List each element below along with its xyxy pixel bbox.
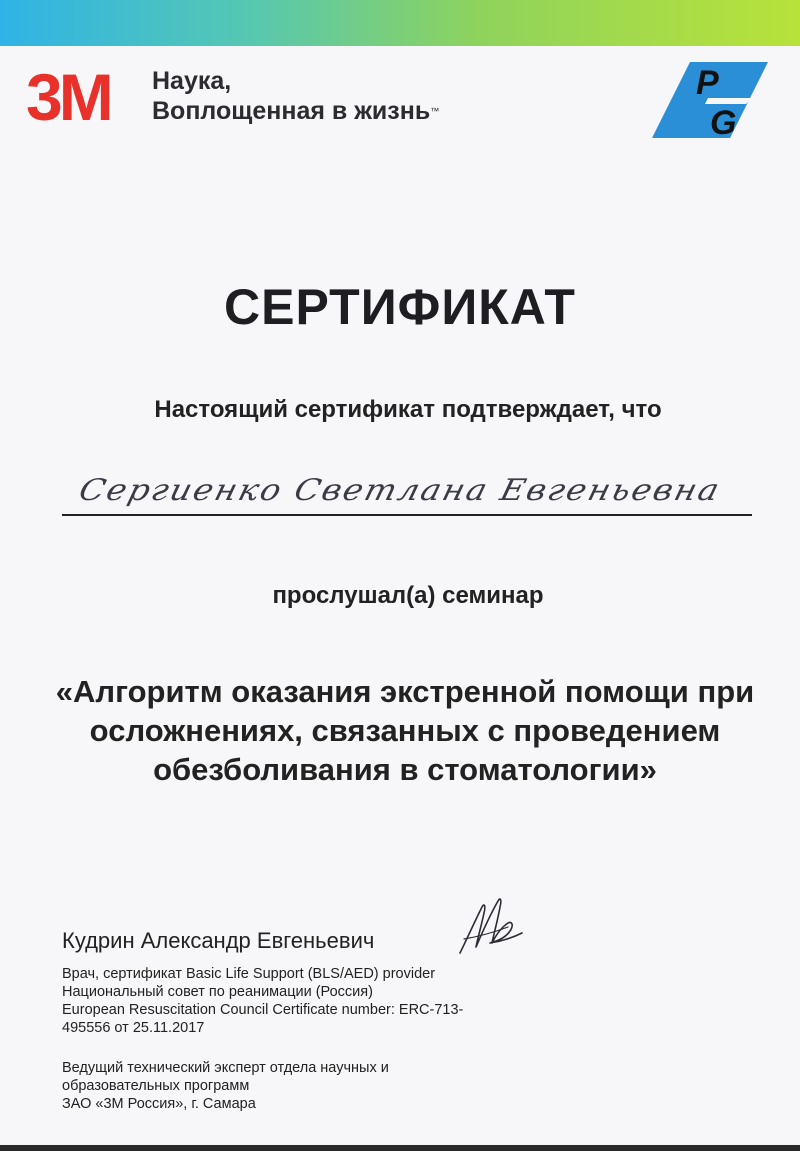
trademark-mark: ™ <box>430 106 440 116</box>
recipient-name: Сергиенко Светлана Евгеньевна <box>75 471 725 508</box>
signer-credentials <box>62 965 502 1037</box>
confirms-text: Настоящий сертификат подтверждает, что <box>154 396 662 423</box>
position-line: ЗАО «3М Россия», г. Самара <box>62 1096 256 1112</box>
seminar-title-line: обезболивания в стоматологии» <box>153 752 657 787</box>
position-line: Ведущий технический эксперт отдела научных и <box>62 1060 389 1076</box>
signer-position <box>62 1059 482 1113</box>
3m-logo <box>26 66 136 124</box>
credentials-line: 495556 от 25.11.2017 <box>62 1020 205 1036</box>
attended-seminar-text: прослушал(а) семинар <box>272 582 544 609</box>
seminar-title-line: осложнениях, связанных с проведением <box>89 713 721 748</box>
signer-name: Кудрин Александр Евгеньевич <box>62 928 375 953</box>
certificate-title: СЕРТИФИКАТ <box>224 279 576 335</box>
tagline-line-1: Наука, <box>152 67 232 95</box>
svg-text:3M: 3M <box>26 66 110 124</box>
pg-partner-logo <box>652 62 768 138</box>
seminar-title <box>40 672 770 789</box>
position-line: образовательных программ <box>62 1078 250 1094</box>
top-gradient-bar <box>0 0 800 46</box>
tagline-line-2: Воплощенная в жизнь <box>152 97 431 125</box>
pg-logo-letter-p: P <box>696 64 719 102</box>
pg-logo-letter-g: G <box>710 104 737 138</box>
brand-tagline <box>152 66 439 126</box>
credentials-line: Национальный совет по реанимации (Россия) <box>62 984 373 1000</box>
seminar-title-line: «Алгоритм оказания экстренной помощи при <box>55 674 755 709</box>
bottom-edge <box>0 1145 800 1151</box>
recipient-name-underline <box>62 514 752 516</box>
credentials-line: Врач, сертификат Basic Life Support (BLS/AED) provider <box>62 966 436 982</box>
credentials-line: European Resuscitation Council Certificate number: ERC-713- <box>62 1002 464 1018</box>
signature-icon <box>452 893 526 959</box>
